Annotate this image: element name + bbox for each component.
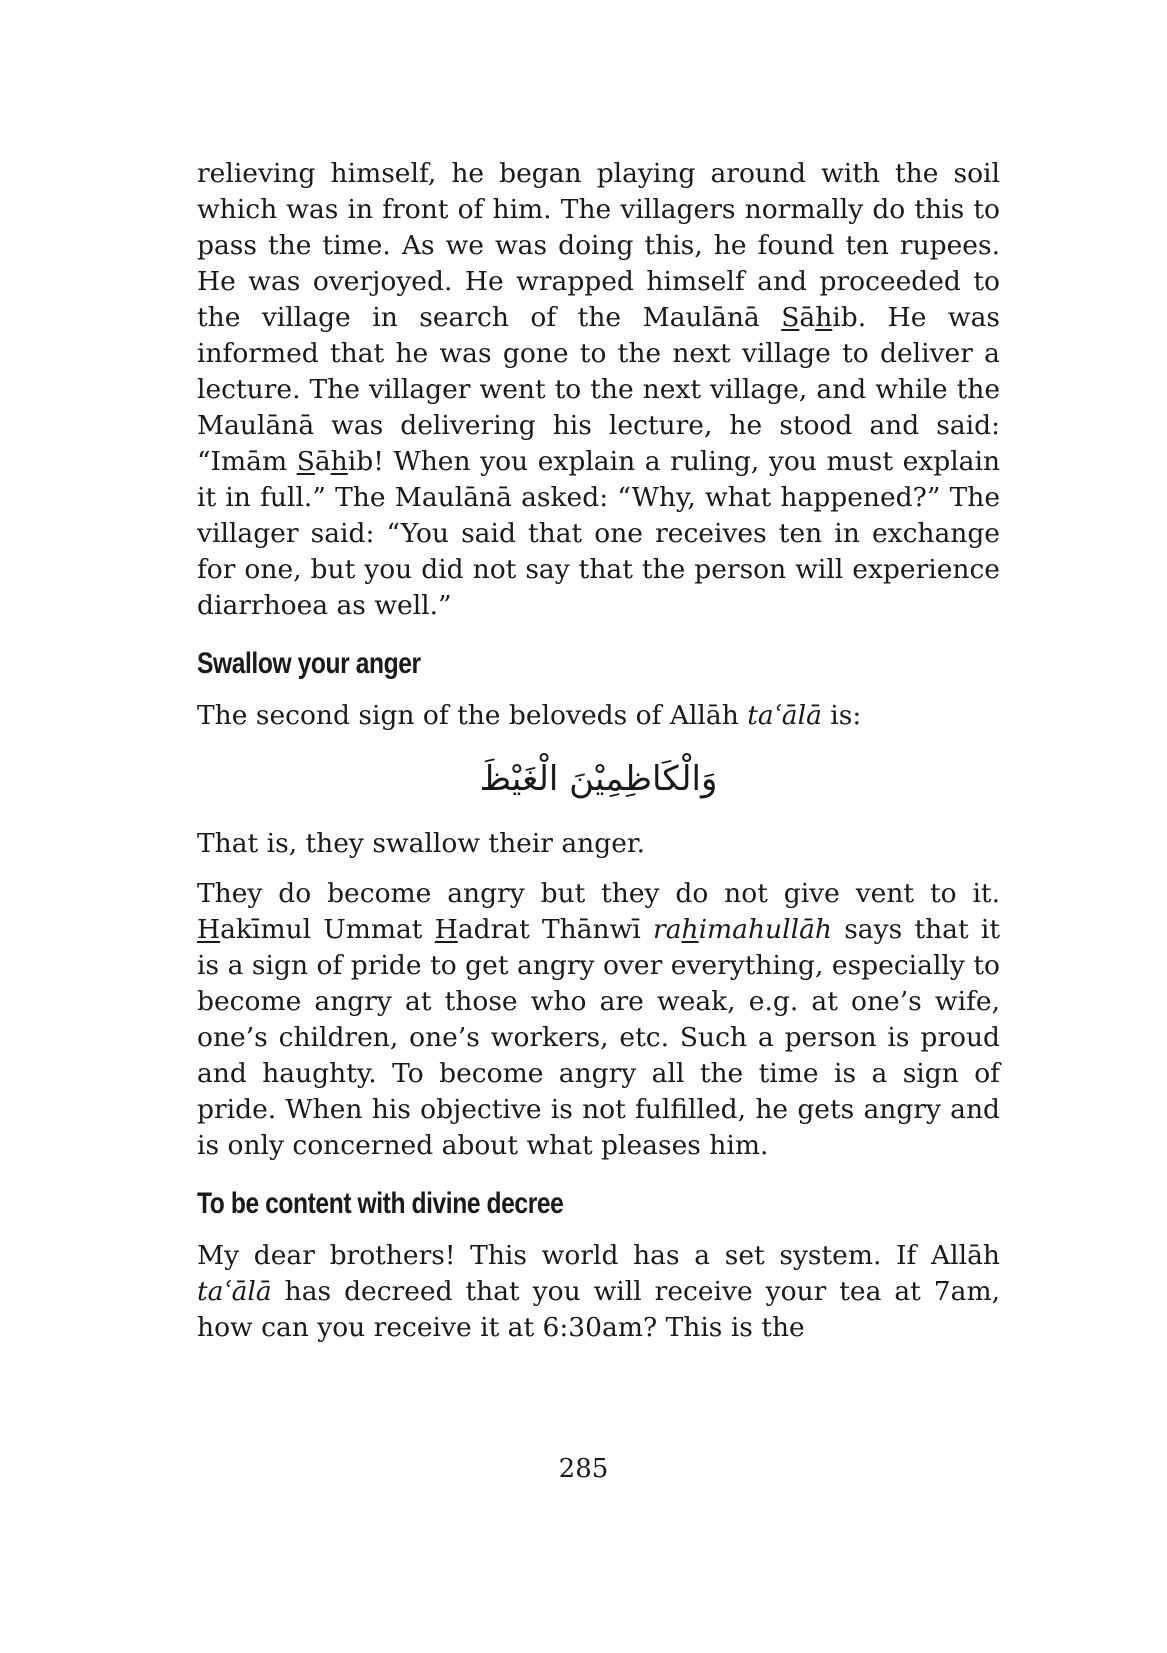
text-run: is: <box>821 700 862 731</box>
italic-term: ra <box>653 914 682 945</box>
underlined-letter: S <box>296 446 315 477</box>
text-run: They do become angry but they do not give vent to it. <box>197 878 1000 909</box>
page-number: 285 <box>558 1454 609 1484</box>
underlined-letter: h <box>815 302 833 333</box>
italic-term: taʿālā <box>197 1276 272 1307</box>
text-run: says that it is a sign of pride to get angry over everything, especially to become angry at those who are weak, e.g. at one’s wife, one’s children, one’s workers, etc. Such a person is proud and haughty. To become angry all the time is a sign of pride. When his objective is not fulfilled, he gets angry and is only concerned about what pleases him. <box>197 914 1001 1161</box>
text-run: My dear brothers! This world has a set system. If Allāh <box>197 1240 1000 1271</box>
arabic-verse: وَالْكَاظِمِيْنَ الْغَيْظَ <box>479 759 718 799</box>
underlined-letter: h <box>681 914 699 945</box>
text-run: akīmul Ummat <box>220 914 435 945</box>
text-run: relieving himself, he began playing around with the soil which was in front of him. The villagers normally do this to pass the time. As we was doing this, he found ten rupees. He was overjoyed. He wrapped himself and proceeded to the village in search of the Maulānā <box>197 158 1000 333</box>
text-run: ib. He was informed that he was gone to the next village to deliver a lecture. The villager went to the next village, and while the Maulānā was delivering his lecture, he stood and said: “Imām <box>197 302 1000 477</box>
section-heading-swallow-anger: Swallow your anger <box>197 647 421 680</box>
text-run: ib! When you explain a ruling, you must explain it in full.” The Maulānā asked: “Why, what happened?” The villager said: “You said that one receives ten in exchange for one, but you did not say that the person will experience diarrhoea as well.” <box>197 446 1001 621</box>
underlined-letter: h <box>330 446 348 477</box>
italic-term: imahullāh <box>698 914 832 945</box>
paragraph-swallow-anger: That is, they swallow their anger. <box>197 828 646 859</box>
page-body <box>197 156 1000 1346</box>
paragraph-villager-story <box>197 156 1000 624</box>
text-run: has decreed that you will receive your tea at 7am, how can you receive it at 6:30am? This is the <box>197 1276 1000 1343</box>
paragraph-pride <box>197 876 1000 1164</box>
paragraph-second-sign <box>197 698 1000 734</box>
underlined-letter: H <box>434 914 458 945</box>
underlined-letter: S <box>781 302 800 333</box>
underlined-letter: H <box>197 914 221 945</box>
section-heading-divine-decree: To be content with divine decree <box>197 1187 564 1220</box>
text-run: ā <box>314 446 331 477</box>
italic-term: taʿālā <box>747 700 822 731</box>
paragraph-set-system <box>197 1238 1000 1346</box>
text-run: adrat Thānwī <box>457 914 654 945</box>
text-run: ā <box>799 302 816 333</box>
text-run: The second sign of the beloveds of Allāh <box>197 700 748 731</box>
